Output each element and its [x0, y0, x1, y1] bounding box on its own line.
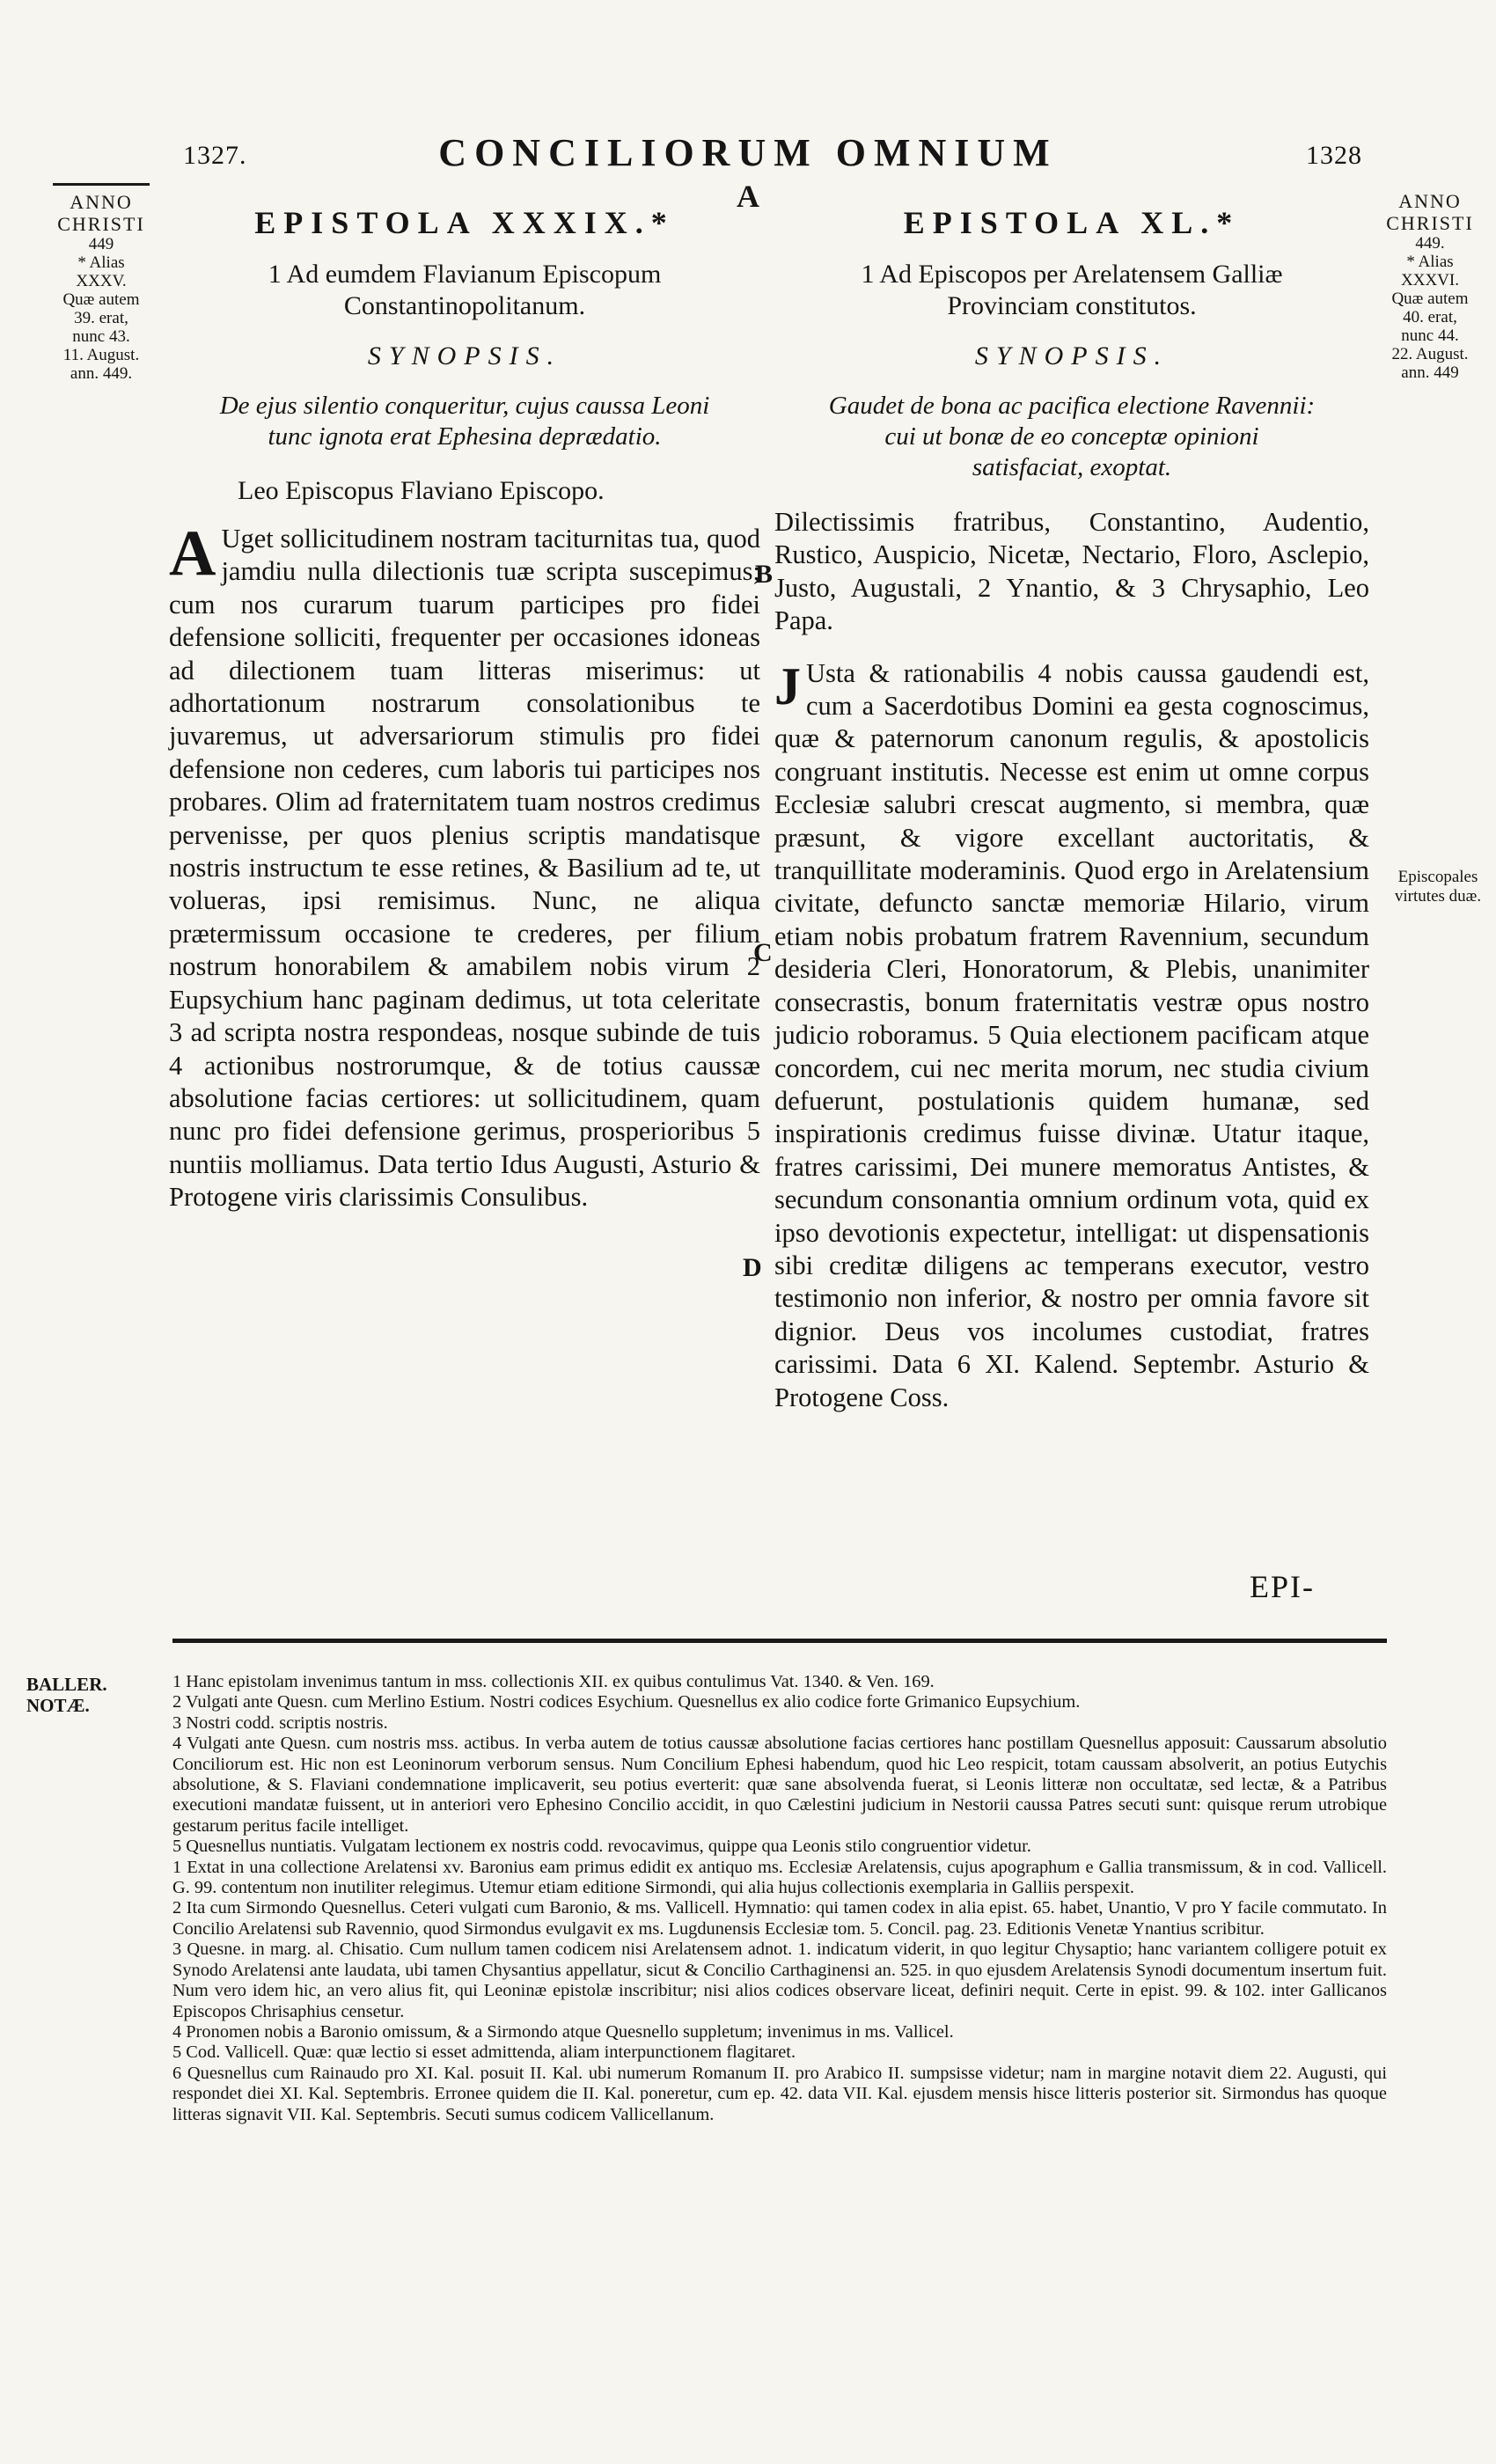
margin-line: nunc 44.	[1401, 326, 1459, 345]
margin-rule	[53, 183, 150, 186]
note-entry: 3 Nostri codd. scriptis nostris.	[172, 1712, 388, 1733]
notes-body	[172, 1672, 1387, 2125]
gloss-line: virtutes duæ.	[1394, 887, 1482, 906]
drop-cap: A	[169, 517, 216, 590]
letter-39-salutation: Leo Episcopus Flaviano Episcopo.	[238, 476, 605, 505]
letter-40-title: EPISTOLA XL.*	[903, 205, 1241, 240]
letter-40-address-line2: Provinciam constitutos.	[947, 291, 1197, 320]
letter-39-summary-line2: tunc ignota erat Ephesina deprædatio.	[268, 422, 662, 451]
notes-separator	[172, 1639, 1387, 1643]
margin-year: 449	[88, 235, 114, 253]
margin-anno: ANNO	[1398, 190, 1462, 212]
margin-alias-num: XXXV.	[76, 272, 127, 290]
note-entry: 2 Ita cum Sirmondo Quesnellus. Ceteri vulgati cum Baronio, & ms. Vallicell. Hymnatio: qui tamen codex in alia epist. 65. habet, Unantio, V pro Y facile commutato. In Concilio Arelatensi sub Ravennio, quod Sirmondus evulgavit ex ms. Lugdunensis Ecclesiæ tom. 5. Concil. pag. 23. Editionis Venetæ Ynantius scribitur.	[172, 1898, 1387, 1939]
margin-line: 11. August.	[62, 346, 140, 364]
letter-40-summary-line2: cui ut bonæ de eo conceptæ opinioni	[884, 422, 1259, 451]
letter-39-title: EPISTOLA XXXIX.*	[254, 205, 675, 240]
note-entry: 4 Pronomen nobis a Baronio omissum, & a Sirmondo atque Quesnello suppletum; invenimus in ms. Vallicel.	[172, 2021, 954, 2042]
letter-40-address-line1: 1 Ad Episcopos per Arelatensem Galliæ	[861, 260, 1283, 289]
letter-39-address-line1: 1 Ad eumdem Flavianum Episcopum	[268, 260, 662, 289]
letter-40-summary-line1: Gaudet de bona ac pacifica electione Ravennii:	[828, 392, 1316, 420]
note-entry: 4 Vulgati ante Quesn. cum nostris mss. actibus. In verba autem de totius caussæ absolutione facias certiores hanc postillam Quesnellus apposuit: Caussarum absolutio Conciliorum est. Hic non est Leoninorum verborum sensus. Num Concilium Ephesi habendum, quod hic Leo respicit, totam caussam absolverit, an potius Eutychis absolutione, & S. Flaviani condemnatione implicaverit, seu potius everterit: quæ sane absolvenda fuerat, si Leonis litteræ non occultatæ, sed lectæ, & a Patribus executioni mandatæ fuissent, ut in anteriori vero Ephesino Concilio accidit, in quo Cælestini judicium in Nestorii caussa Patres secuti sunt: quisque rerum utrobique gestarum peritus facile intelliget.	[172, 1734, 1387, 1836]
notes-heading	[26, 1674, 141, 1716]
letter-39	[169, 204, 760, 1214]
drop-cap: J	[774, 656, 801, 715]
letter-39-body	[169, 517, 760, 1214]
margin-line: Quæ autem	[62, 290, 140, 309]
note-entry: 6 Quesnellus cum Rainaudo pro XI. Kal. posuit II. Kal. ubi numerum Romanum II. pro Arabico II. sumpsisse videtur; nam in margine notavit diem 22. Augusti, qui respondet diei XI. Kal. Septembris. Erronee quidem die II. Kal. poneretur, cum ep. 42. data VII. Kal. ejusdem mensis hisce litteris posterior sit. Sirmondus has quoque litteras signavit VII. Kal. Septembris. Secuti sumus codicem Vallicellanum.	[172, 2063, 1387, 2124]
note-entry: 5 Cod. Vallicell. Quæ: quæ lectio si esset admittenda, aliam interpunctionem flagitaret.	[172, 2042, 796, 2063]
letter-39-summary-line1: De ejus silentio conqueritur, cujus caussa Leoni	[219, 392, 710, 420]
section-mark-b: B	[755, 560, 774, 589]
gloss-line: Episcopales	[1397, 868, 1478, 886]
margin-line: ann. 449	[1401, 363, 1459, 382]
note-entry: 5 Quesnellus nuntiatis. Vulgatam lectionem ex nostris codd. revocavimus, quippe qua Leonis stilo congruentior videtur.	[172, 1837, 1031, 1857]
section-mark-c: C	[753, 938, 773, 967]
margin-alias: * Alias	[77, 253, 125, 272]
margin-line: ann. 449.	[70, 364, 133, 383]
section-mark-d: D	[743, 1253, 762, 1282]
margin-line: 22. August.	[1391, 345, 1469, 363]
letter-40-summary-line3: satisfaciat, exoptat.	[972, 453, 1172, 481]
margin-line: nunc 43.	[72, 327, 130, 346]
letter-40-text: Usta & rationabilis 4 nobis caussa gaudendi est, cum a Sacerdotibus Domini ea gesta cognoscimus, quæ & paternorum canonum regulis, & apostolicis congruant institutis. Necesse est enim ut omne corpus Ecclesiæ salubri crescat augmento, si membra, quæ præsunt, & vigore excellant auctoritatis, & tranquillitate moderaminis. Quod ergo in Arelatensium civitate, defuncto sanctæ memoriæ Hilario, virum etiam nobis probatum fratrem Ravennium, secundum desideria Cleri, Honoratorum, & Plebis, unanimiter consecrastis, bonum fraternitatis vestræ opus nostro judicio roboramus. 5 Quia electionem pacificam atque concordem, cui nec merita morum, nec studia civium defuerunt, postulationis quidem humanæ, sed inspirationis credimus fuisse divinæ. Utatur itaque, fratres carissimi, Dei munere memoratus Antistes, & secundum consonantia omnium ordinum vota, quid ex ipso devotionis expectetur, intelligat: ut dispensationis sibi creditæ diligens ac temperans executor, vestro testimonio non inferior, & nostro per omnia favore sit dignior. Deus vos incolumes custodiat, fratres carissimi. Data 6 XI. Kalend. Septembr. Asturio & Protogene Coss.	[774, 657, 1369, 1412]
margin-line: 40. erat,	[1403, 308, 1457, 326]
margin-anno: ANNO	[70, 191, 133, 213]
notes-heading-line2: NOTÆ.	[26, 1695, 90, 1716]
catchword: EPI-	[1250, 1569, 1315, 1604]
letter-40-body	[774, 657, 1369, 1414]
letter-40-synopsis-heading: SYNOPSIS.	[974, 341, 1170, 370]
note-entry: 3 Quesne. in marg. al. Chisatio. Cum nullum tamen codicem nisi Arelatensem adnot. 1. indicatum viderit, in quo legitur Chysaptio; hanc variantem colligere potuit ex Synodo Arelatensi ante laudata, ubi tamen Chysantius appellatur, sicut & Concilio Carthaginensi an. 525. in quo ejusdem Arelatensis Synodi documentum insertum fuit. Num vero idem hic, an vero alius fit, qui Leoninæ epistolæ inscribitur; nisi alios codices observare liceat, definiri nequit. Certe in epist. 99. & 102. inter Gallicanos Episcopos Chrisaphius censetur.	[172, 1940, 1387, 2021]
running-title: CONCILIORUM OMNIUM	[438, 131, 1058, 174]
letter-39-text: Uget sollicitudinem nostram taciturnitas tua, quod jamdiu nulla dilectionis tuæ scripta suscepimus; cum nos curarum tuarum participes pro fidei defensione solliciti, frequenter per occasiones idoneas ad dilectionem tuam litteras miserimus: ut adhortationum nostrarum consolationibus te juvaremus, ut adversariorum stimulis pro fidei defensione non cederes, cum laboris tui participes nos probares. Olim ad fraternitatem tuam nostros credimus pervenisse, per quos plenius scriptis mandatisque nostris instructum te esse retines, & Basilium ad te, ut volueras, ipsi remisimus. Nunc, ne aliqua prætermissum occasione te crederes, per filium nostrum honorabilem & amabilem nobis virum 2 Eupsychium hanc paginam dedimus, ut tota celeritate 3 ad scripta nostra respondeas, nosque subinde de tuis 4 actionibus nostrorumque, & de totius caussæ absolutione facias certiores: ut sollicitudinem, quam nunc pro fidei defensione gerimus, prosperioribus 5 nuntiis molliamus. Data tertio Idus Augusti, Asturio & Protogene viris clarissimis Consulibus.	[169, 524, 760, 1213]
note-entry: 2 Vulgati ante Quesn. cum Merlino Estium. Nostri codices Esychium. Quesnellus ex alio codice forte Grimanico Eupsychium.	[172, 1692, 1081, 1712]
left-margin-note	[44, 183, 158, 383]
letter-40	[774, 204, 1369, 1414]
margin-line: 39. erat,	[74, 309, 128, 327]
margin-alias: * Alias	[1406, 253, 1454, 271]
margin-line: Quæ autem	[1391, 290, 1469, 308]
margin-alias-num: XXXVI.	[1401, 271, 1459, 290]
letter-39-synopsis-heading: SYNOPSIS.	[367, 341, 562, 370]
note-entry: 1 Hanc epistolam invenimus tantum in mss. collectionis XII. ex quibus contulimus Vat. 1340. & Ven. 169.	[172, 1672, 935, 1691]
letter-39-address-line2: Constantinopolitanum.	[343, 291, 586, 320]
right-margin-note	[1373, 190, 1487, 382]
margin-christi: CHRISTI	[1386, 212, 1474, 234]
notes-heading-line1: BALLER.	[26, 1674, 107, 1695]
margin-year: 449.	[1415, 234, 1445, 253]
page-number-left: 1327.	[183, 141, 247, 170]
right-margin-gloss	[1383, 868, 1492, 906]
margin-christi: CHRISTI	[57, 213, 145, 235]
letter-40-address: Dilectissimis fratribus, Constantino, Audentio, Rustico, Auspicio, Nicetæ, Nectario, Floro, Asclepio, Justo, Augustali, 2 Ynantio, & 3 Chrysaphio, Leo Papa.	[774, 507, 1369, 636]
page-number-right: 1328	[1306, 141, 1362, 170]
note-entry: 1 Extat in una collectione Arelatensi xv. Baronius eam primus edidit ex antiquo ms. Ecclesiæ Arelatensis, cujus apographum e Gallia transmissum, & in cod. Vallicell. G. 99. contentum non inutiliter relegimus. Utemur etiam editione Sirmondi, qui alia hujus collectionis exemplaria in Galliis perspexit.	[172, 1857, 1387, 1898]
section-mark-a: A	[737, 179, 759, 214]
